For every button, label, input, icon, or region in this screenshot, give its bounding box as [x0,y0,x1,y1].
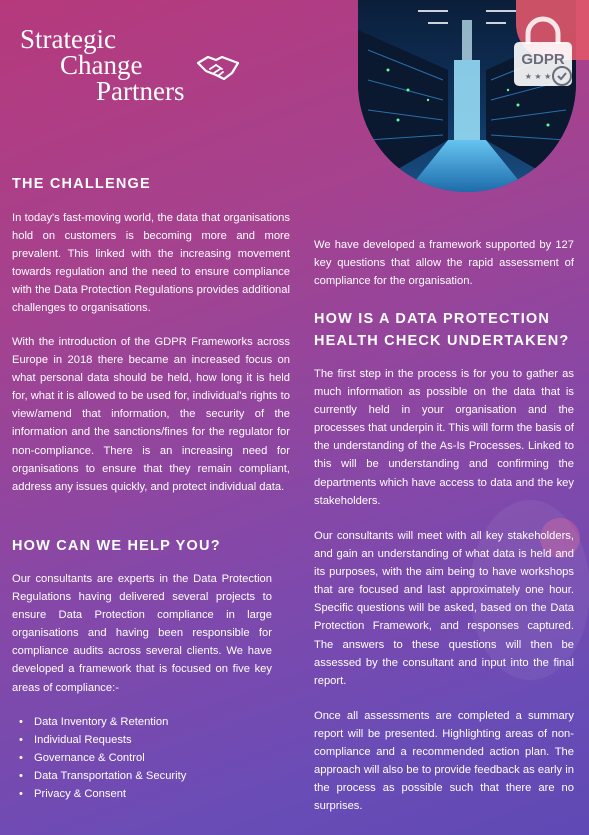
gdpr-lock-icon [508,16,578,92]
logo-line-1: Strategic [20,24,116,54]
healthcheck-heading-line-2: HEALTH CHECK UNDERTAKEN? [314,333,570,349]
list-item: • Individual Requests [12,731,272,749]
challenge-heading: THE CHALLENGE [12,176,151,192]
logo-line-2: Change [60,50,143,80]
challenge-paragraph-2: With the introduction of the GDPR Frameworks across Europe in 2018 there became an increased focus on what personal data should be held, how long it is held for, what it is allowed to be used for, individual's rights to view/amend that information, the security of the information and the sanctions/fines for the regulator for non-compliance. There is an increasing need for organisations to ensure that they remain compliant, address any issues quickly, and protect individual data. [12,336,290,493]
healthcheck-heading-line-1: HOW IS A DATA PROTECTION [314,311,551,327]
compliance-areas-list [12,713,272,803]
svg-text:★ ★ ★: ★ ★ ★ [524,72,552,81]
help-heading: HOW CAN WE HELP YOU? [12,538,221,554]
handshake-icon [196,51,240,83]
healthcheck-paragraph-2: Our consultants will meet with all key stakeholders, and gain an understanding of what data is held and its purposes, with the aim being to have workshops that are focused and last approximately one hour. Specific questions will be asked, based on the Data Protection Framework, and responses captured. The answers to these questions will then be assessed by the consultant and input into the final report. [314,530,574,687]
list-item: • Governance & Control [12,749,272,767]
logo-line-3: Partners [96,76,185,106]
gdpr-badge-text: GDPR [521,51,565,68]
list-item: • Privacy & Consent [12,785,272,803]
help-paragraph-1: Our consultants are experts in the Data Protection Regulations having delivered several projects to ensure Data Protection compliance in large organisations and having been responsible for compliance audits across several clients. We have developed a framework that is focused on five key areas of compliance:- [12,573,272,694]
healthcheck-paragraph-1: The first step in the process is for you to gather as much information as possible on the data that is currently held in your organisation and the processes that underpin it. This will form the basis of the understanding of the As-Is Processes. Linked to this will be understanding and confirming the departments which have access to data and the key stakeholders. [314,368,574,507]
list-item: • Data Transportation & Security [12,767,272,785]
challenge-paragraph-1: In today's fast-moving world, the data that organisations hold on customers is becoming more and more prevalent. This linked with the increasing movement towards regulation and the need to ensure compliance with the Data Protection Regulations provides additional challenges to organisations. [12,212,290,315]
framework-paragraph: We have developed a framework supported by 127 key questions that allow the rapid assessment of compliance for the organisation. [314,239,574,288]
list-item: • Data Inventory & Retention [12,713,272,731]
healthcheck-paragraph-3: Once all assessments are completed a summary report will be presented. Highlighting areas of non-compliance and a recommended action plan. The approach will also be to provide feedback as early in the process as possible such that there are no surprises. [314,710,574,813]
company-logo [20,26,230,104]
